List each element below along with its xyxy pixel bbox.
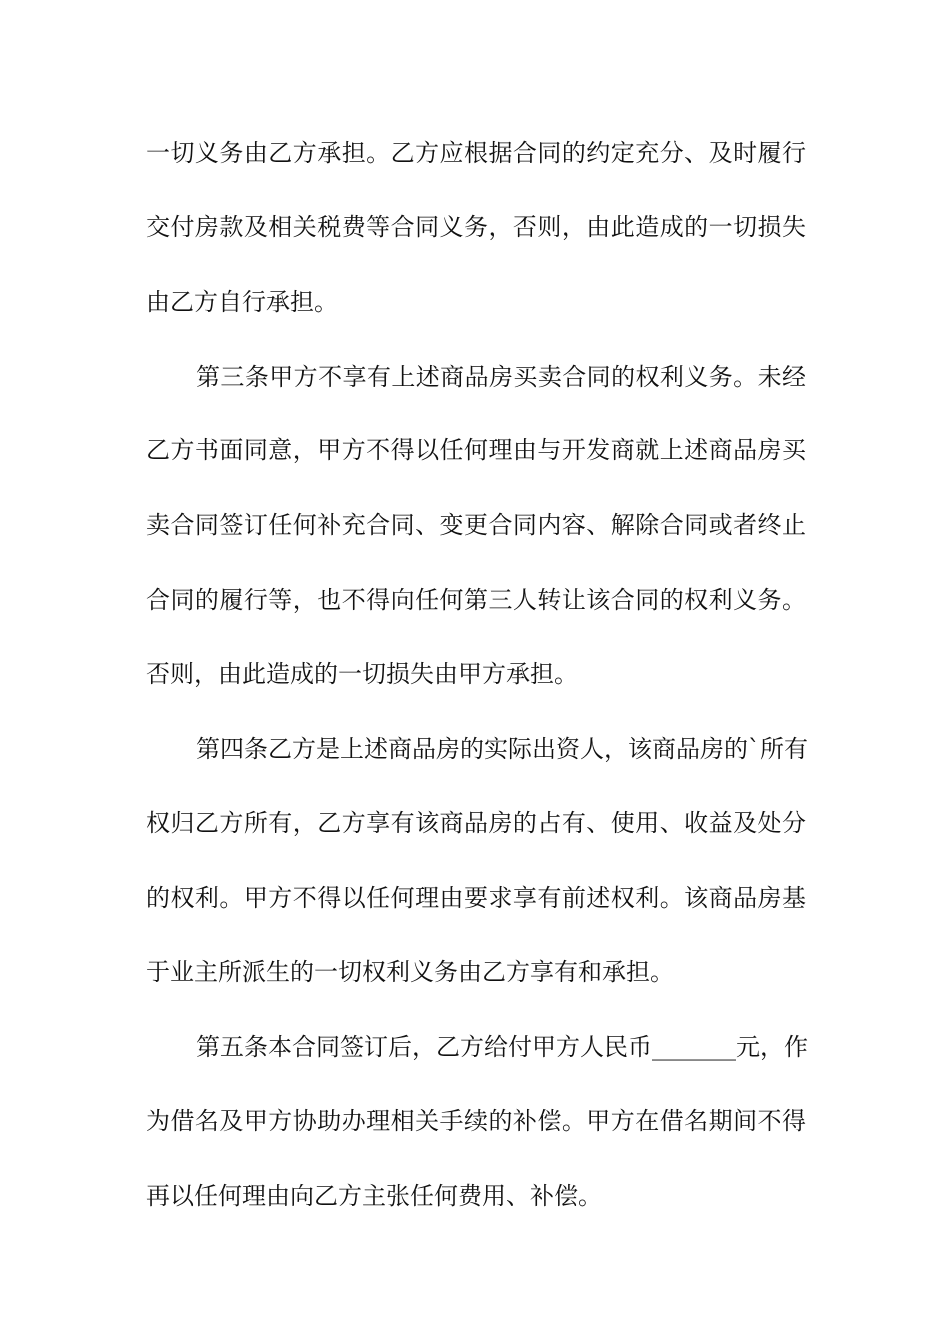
text-line: 权归乙方所有，乙方享有该商品房的占有、使用、收益及处分 [146,809,806,837]
text-line: 乙方书面同意，甲方不得以任何理由与开发商就上述商品房买 [146,436,806,464]
text-line: 合同的履行等，也不得向任何第三人转让该合同的权利义务。 [146,586,806,614]
paragraph-start-article-3: 第三条甲方不享有上述商品房买卖合同的权利义务。未经 [196,363,806,391]
text-line: 再以任何理由向乙方主张任何费用、补偿。 [146,1182,602,1210]
text-line: 卖合同签订任何补充合同、变更合同内容、解除合同或者终止 [146,511,806,539]
paragraph-start-article-4: 第四条乙方是上述商品房的实际出资人，该商品房的`所有 [196,735,808,763]
text-line: 于业主所派生的一切权利义务由乙方享有和承担。 [146,958,674,986]
text-line: 为借名及甲方协助办理相关手续的补偿。甲方在借名期间不得 [146,1107,806,1135]
text-line: 否则，由此造成的一切损失由甲方承担。 [146,660,578,688]
text-line: 交付房款及相关税费等合同义务，否则，由此造成的一切损失 [146,213,806,241]
text-line: 一切义务由乙方承担。乙方应根据合同的约定充分、及时履行 [146,139,806,167]
text-line: 的权利。甲方不得以任何理由要求享有前述权利。该商品房基 [146,884,806,912]
text-line: 由乙方自行承担。 [146,288,338,316]
paragraph-start-article-5: 第五条本合同签订后，乙方给付甲方人民币_______元，作 [196,1033,808,1061]
